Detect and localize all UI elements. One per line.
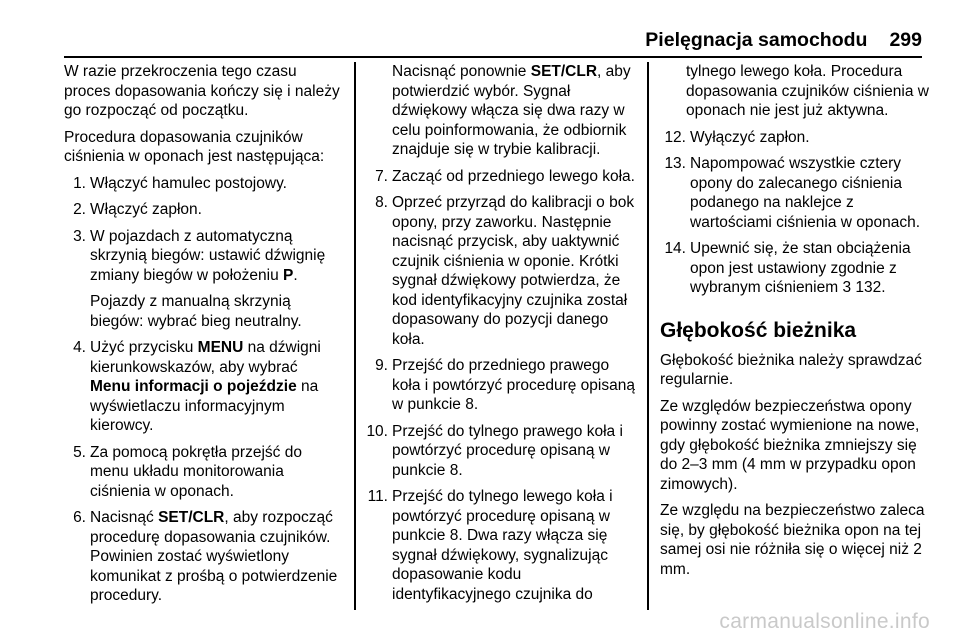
page-number: 299 (889, 29, 922, 51)
step-11-continued: tylnego lewego koła. Procedura dopasowania czujników ciśnienia w oponach nie jest już aktywna. (686, 63, 929, 119)
intro-paragraph: W razie przekroczenia tego czasu proces dopasowania kończy się i należy go rozpocząć od początku. (64, 63, 340, 119)
step-13: 13. Napompować wszystkie cztery opony do zalecanego ciśnienia podanego na naklejce z wartościami ciśnienia w oponach. (664, 155, 921, 231)
chapter-title: Pielęgnacja samochodu (645, 29, 868, 51)
watermark: carmanualsonline.info (719, 610, 930, 633)
step-12: 12. Wyłączyć zapłon. (664, 128, 810, 146)
section-heading: Głębokość bieżnika (660, 318, 857, 342)
step-1: 1. Włączyć hamulec postojowy. (73, 174, 287, 192)
procedure-intro: Procedura dopasowania czujników ciśnienia w oponach jest następująca: (64, 128, 325, 165)
tread-paragraph-2: Ze względów bezpieczeństwa opony powinny zostać wymienione na nowe, gdy głębokość bieżnika zmniejszy się do 2–3 mm (4 mm w przypadku opon zimowych). (660, 397, 920, 493)
page-reference-icon[interactable]: 3 (842, 279, 852, 296)
step-9: 9. Przejść do przedniego prawego koła i powtórzyć procedurę opisaną w punkcie 8. (375, 357, 635, 413)
column-1 (64, 62, 342, 613)
header-rule (64, 56, 922, 58)
step-10: 10. Przejść do tylnego prawego koła i powtórzyć procedurę opisaną w punkcie 8. (366, 422, 623, 479)
column-3 (660, 62, 930, 586)
step-11: 11. Przejść do tylnego lewego koła i powtórzyć procedurę opisaną w punkcie 8. Dwa razy włącza się sygnał dźwiękowy, sygnalizując dopasowanie kodu identyfikacyjnego czujnika do (367, 488, 613, 603)
step-3-manual: Pojazdy z manualną skrzynią biegów: wybrać bieg neutralny. (90, 293, 302, 330)
step-7: 7. Zacząć od przedniego lewego koła. (375, 167, 635, 185)
column-2 (366, 62, 638, 611)
step-5: 5. Za pomocą pokrętła przejść do menu układu monitorowania ciśnienia w oponach. (73, 443, 302, 500)
tread-paragraph-3: Ze względu na bezpieczeństwo zaleca się, by głębokość bieżnika opon na tej samej osi nie różniła się o więcej niż 2 mm. (660, 502, 925, 578)
step-14: 14. Upewnić się, że stan obciążenia opon jest ustawiony zgodnie z wybranym ciśnieniem 3 132. (664, 240, 911, 296)
column-divider-2 (647, 62, 649, 610)
step-8: 8. Oprzeć przyrząd do kalibracji o bok opony, przy zaworku. Następnie nacisnąć przycisk, aby uaktywnić czujnik ciśnienia w oponie. Krótki sygnał dźwiękowy potwierdza, że kod identyfikacyjny czujnika został dopasowany do pozycji danego koła. (375, 194, 635, 348)
tread-paragraph-1: Głębokość bieżnika należy sprawdzać regularnie. (660, 351, 922, 388)
page-header (64, 28, 922, 52)
column-divider-1 (354, 62, 356, 610)
step-3: 3. W pojazdach z automatyczną skrzynią biegów: ustawić dźwignię zmiany biegów w położeniu P. (73, 227, 326, 284)
step-2: 2. Włączyć zapłon. (73, 201, 202, 218)
step-4: 4. Użyć przycisku MENU na dźwigni kierunkowskazów, aby wybrać Menu informacji o pojeździe na wyświetlaczu informacyjnym kierowcy. (73, 339, 321, 434)
step-6-continued: Nacisnąć ponownie SET/CLR, aby potwierdzić wybór. Sygnał dźwiękowy włącza się dwa razy w celu poinformowania, że odbiornik znajduje się w trybie kalibracji. (392, 63, 631, 158)
step-6: 6. Nacisnąć SET/CLR, aby rozpocząć procedurę dopasowania czujników. Powinien zostać wyświetlony komunikat z prośbą o potwierdzenie procedury. (73, 509, 338, 604)
